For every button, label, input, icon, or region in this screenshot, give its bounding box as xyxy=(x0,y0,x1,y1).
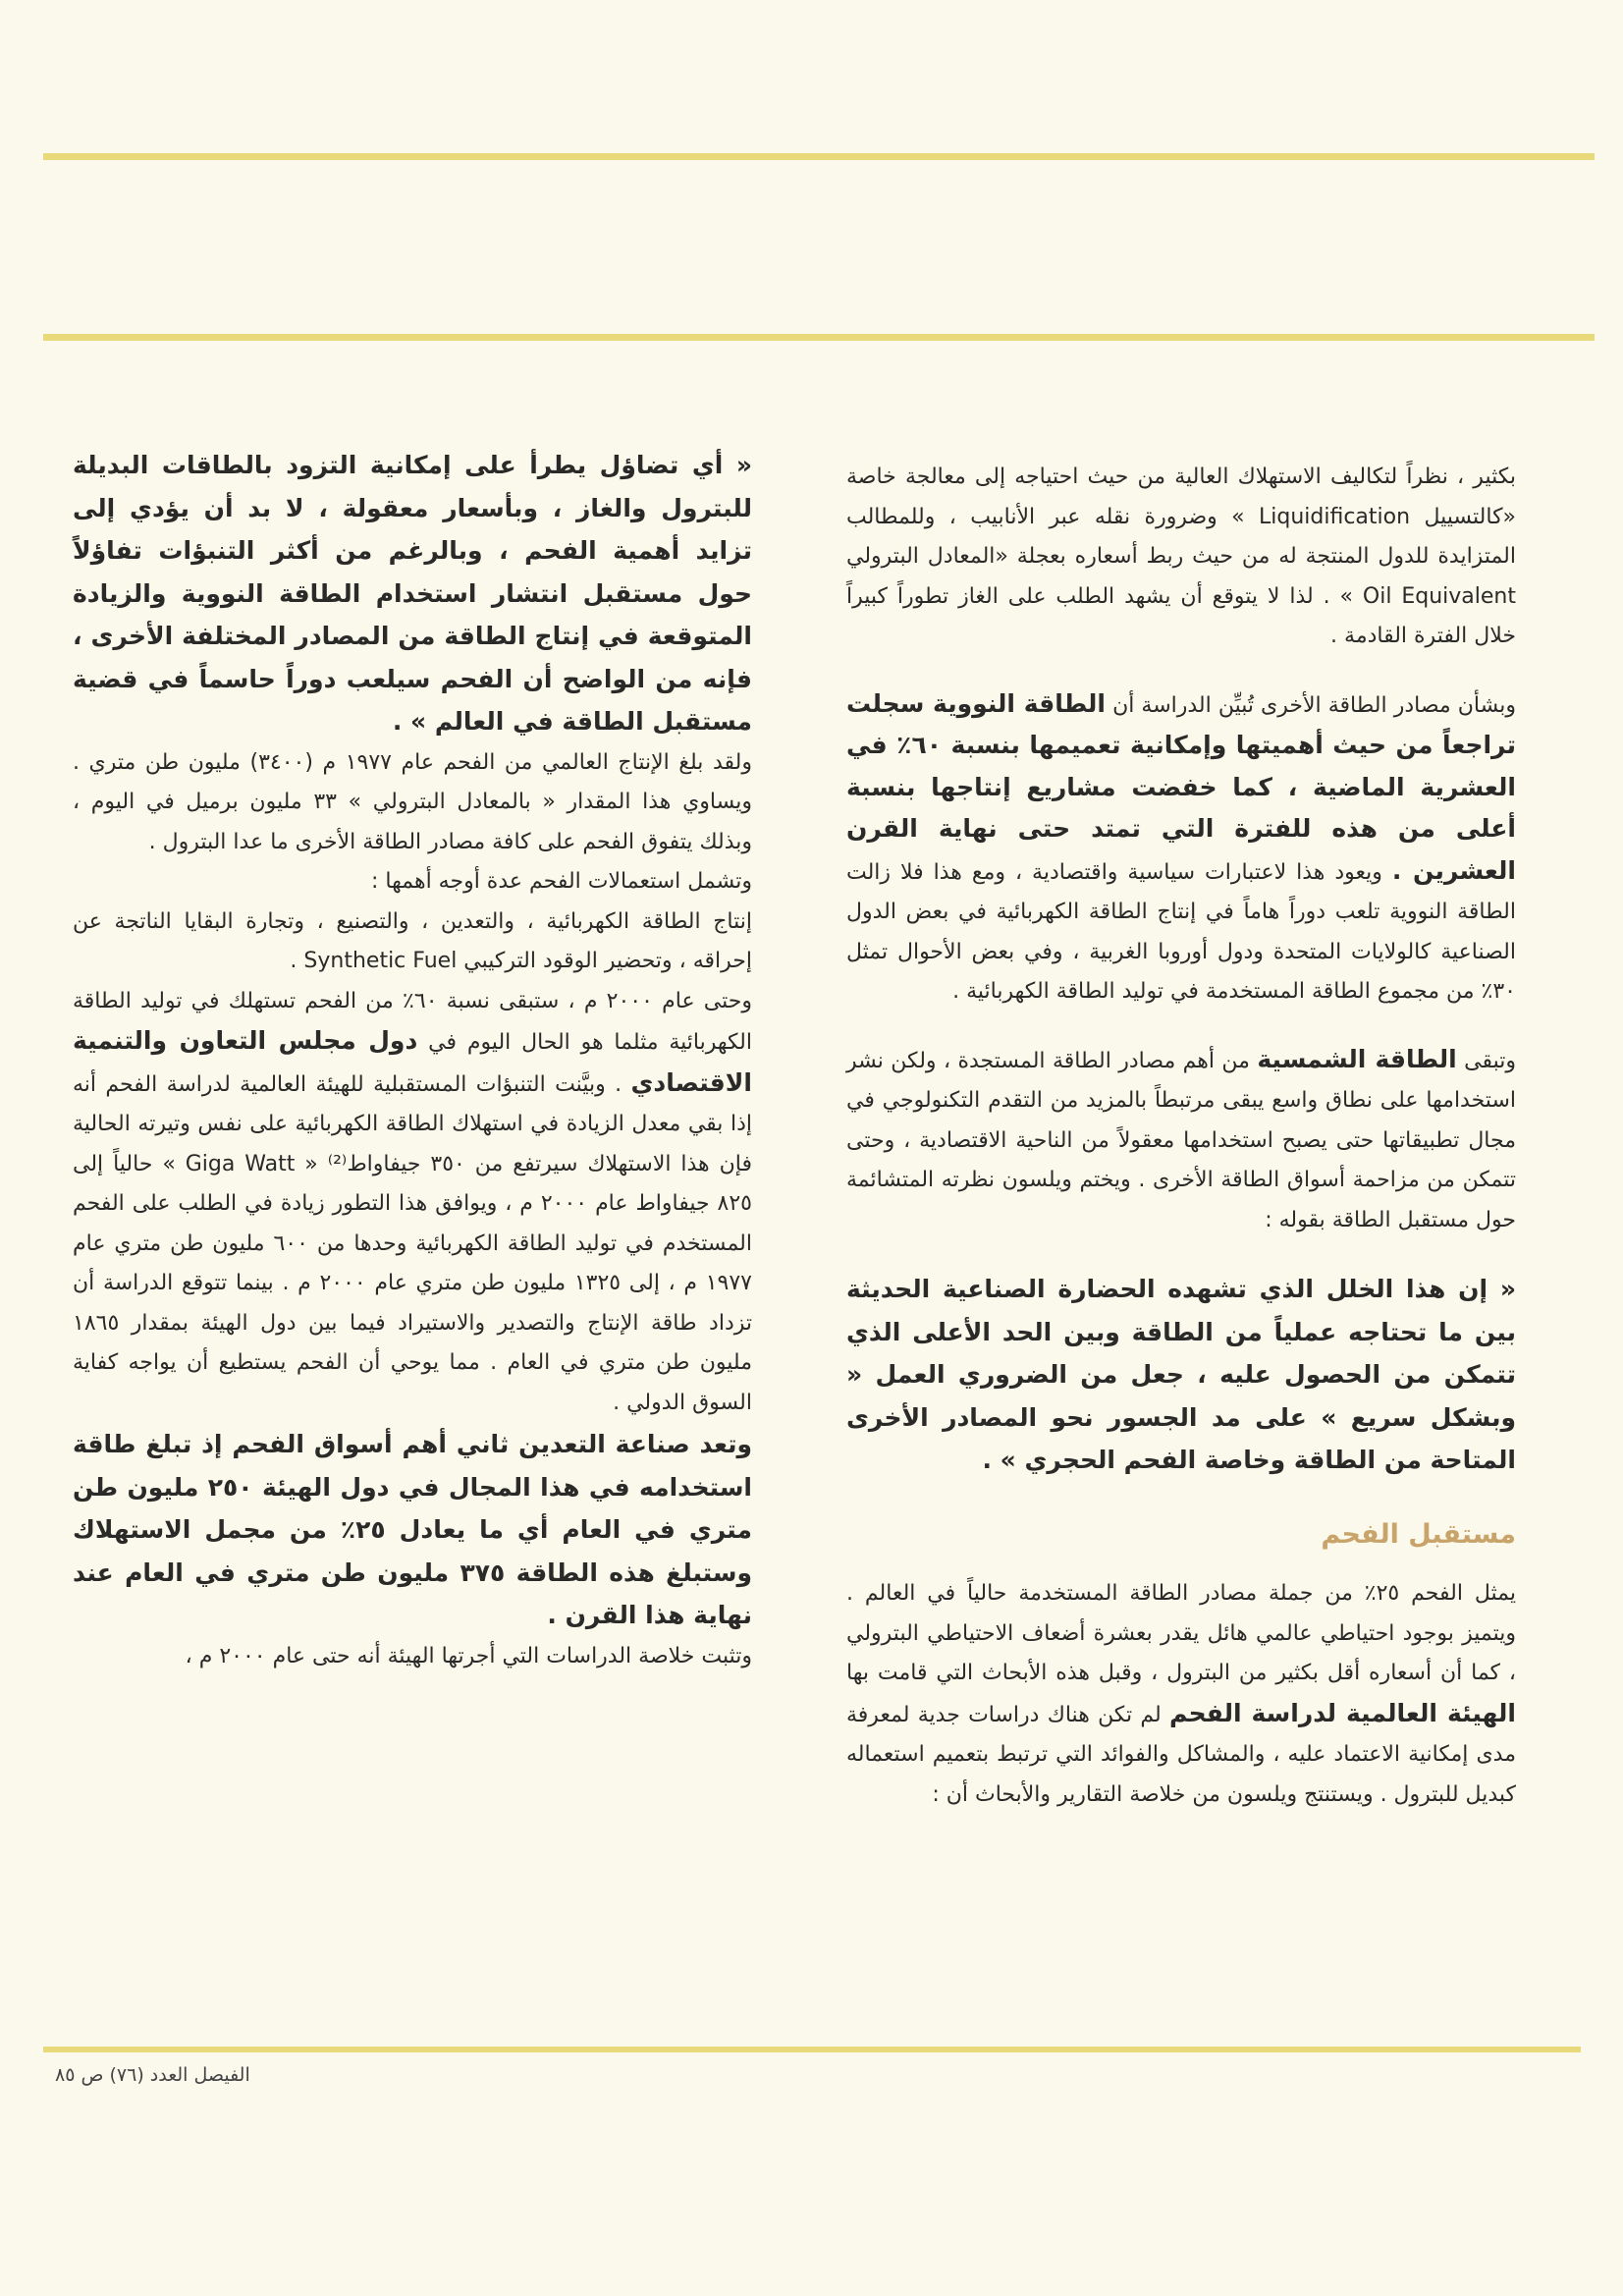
electricity-b: . وبيَّنت التنبؤات المستقبلية للهيئة العالمية لدراسة الفحم أنه إذا بقي معدل الزيادة في استهلاك الطاقة الكهربائية على نفس وتيرته الحالية فإن هذا الاستهلاك سيرتفع من ٣٥٠ جيفاواط⁽²⁾ « Giga Watt » حالياً إلى ٨٢٥ جيفاواط عام ٢٠٠٠ م ، ويوافق هذا التطور زيادة في الطلب على الفحم المستخدم في توليد الطاقة الكهربائية وحدها من ٦٠٠ مليون طن متري عام ١٩٧٧ م ، إلى ١٣٢٥ مليون طن متري عام ٢٠٠٠ م . بينما تتوقع الدراسة أن تزداد طاقة الإنتاج والتصدير والاستيراد فيما بين دول الهيئة بمقدار ١٨٦٥ مليون طن متري في العام . مما يوحي أن الفحم يستطيع أن يواجه كفاية السوق الدولي . xyxy=(73,1071,752,1415)
coal-future-bold: الهيئة العالمية لدراسة الفحم xyxy=(1168,1698,1516,1727)
second-rule xyxy=(43,334,1595,341)
paragraph-conclusion: وتثبت خلاصة الدراسات التي أجرتها الهيئة أنه حتى عام ٢٠٠٠ م ، xyxy=(185,1643,752,1668)
page-footer-visible xyxy=(55,2064,250,2086)
footer-text: الفيصل العدد (٧٦) ص ٨٥ xyxy=(55,2064,250,2086)
paragraph-mining: وتعد صناعة التعدين ثاني أهم أسواق الفحم إذ تبلغ طاقة استخدامه في هذا المجال في دول الهيئة ٢٥٠ مليون طن متري في العام أي ما يعادل ٢٥٪ من مجمل الاستهلاك وستبلغ هذه الطاقة ٣٧٥ مليون طن متري في العام عند نهاية هذا القرن . xyxy=(73,1430,752,1629)
paragraph-nuclear xyxy=(846,684,1516,1012)
left-column xyxy=(73,444,752,1676)
nuclear-rest: ويعود هذا لاعتبارات سياسية واقتصادية ، ومع هذا فلا زالت الطاقة النووية تلعب دوراً هاماً في إنتاج الطاقة الكهربائية في بعض الدول الصناعية كالولايات المتحدة ودول أوروبا الغربية ، وفي بعض الأحوال تمثل ٣٠٪ من مجموع الطاقة المستخدمة في توليد الطاقة الكهربائية . xyxy=(846,859,1516,1004)
wilson-quote: « إن هذا الخلل الذي تشهده الحضارة الصناعية الحديثة بين ما تحتاجه عملياً من الطاقة وبين الحد الأعلى الذي تتمكن من الحصول عليه ، جعل من الضروري العمل « وبشكل سريع » على مد الجسور نحو المصادر الأخرى المتاحة من الطاقة وخاصة الفحم الحجري » . xyxy=(846,1275,1516,1474)
nuclear-bold: الطاقة النووية سجلت تراجعاً من حيث أهميتها وإمكانية تعميمها بنسبة ٦٠٪ في العشرية الماضية ، كما خفضت مشاريع إنتاجها بنسبة أعلى من هذه للفترة التي تمتد حتى نهاية القرن العشرين . xyxy=(846,688,1517,885)
section-heading: مستقبل الفحم xyxy=(1321,1518,1516,1550)
paragraph-solar xyxy=(846,1040,1516,1241)
paragraph-coal-future xyxy=(846,1574,1516,1815)
solar-b: من أهم مصادر الطاقة المستجدة ، ولكن نشر استخدامها على نطاق واسع يبقى مرتبطاً بالمزيد من التقدم التكنولوجي في مجال تطبيقاتها حتى يصبح استخدامها معقولاً من الناحية الاقتصادية ، وحتى تتمكن من مزاحمة أسواق الطاقة الأخرى . ويختم ويلسون نظرته المتشائمة حول مستقبل الطاقة بقوله : xyxy=(846,1048,1516,1232)
paragraph-uses: إنتاج الطاقة الكهربائية ، والتعدين ، والتصنيع ، وتجارة البقايا الناتجة عن إحراقه ، وتحضير الوقود التركيبي Synthetic Fuel . xyxy=(73,908,752,973)
right-column xyxy=(846,458,1516,1815)
bottom-rule xyxy=(43,2047,1581,2052)
paragraph-electricity xyxy=(73,982,752,1424)
paragraph-uses-intro: وتشمل استعمالات الفحم عدة أوجه أهمها : xyxy=(371,869,752,894)
paragraph-gas: بكثير ، نظراً لتكاليف الاستهلاك العالية من حيث احتياجه إلى معالجة خاصة «كالتسييل Liquidification » وضرورة نقله عبر الأنابيب ، وللمطالب المتزايدة للدول المنتجة له من حيث ربط أسعاره بعجلة «المعادل البترولي Oil Equivalent » . لذا لا يتوقع أن يشهد الطلب على الغاز تطوراً كبيراً خلال الفترة القادمة . xyxy=(846,465,1516,648)
solar-a: وتبقى xyxy=(1464,1048,1516,1073)
coal-quote: « أي تضاؤل يطرأ على إمكانية التزود بالطاقات البديلة للبترول والغاز ، وبأسعار معقولة ، لا بد أن يؤدي إلى تزايد أهمية الفحم ، وبالرغم من أكثر التنبؤات تفاؤلاً حول مستقبل انتشار استخدام الطاقة النووية والزيادة المتوقعة في إنتاج الطاقة من المصادر المختلفة الأخرى ، فإنه من الواضح أن الفحم سيلعب دوراً حاسماً في قضية مستقبل الطاقة في العالم » . xyxy=(73,451,752,736)
coal-future-b: لم تكن هناك دراسات جدية لمعرفة مدى إمكانية الاعتماد عليه ، والمشاكل والفوائد التي ترتبط بتعميم استعماله كبديل للبترول . ويستنتج ويلسون من خلاصة التقارير والأبحاث أن : xyxy=(846,1702,1516,1807)
paragraph-production: ولقد بلغ الإنتاج العالمي من الفحم عام ١٩٧٧ م (٣٤٠٠) مليون طن متري . ويساوي هذا المقدار « بالمعادل البترولي » ٣٣ مليون برميل في اليوم ، وبذلك يتفوق الفحم على كافة مصادر الطاقة الأخرى ما عدا البترول . xyxy=(73,749,752,854)
top-rule xyxy=(43,153,1595,160)
electricity-a: وحتى عام ٢٠٠٠ م ، ستبقى نسبة ٦٠٪ من الفحم تستهلك في توليد الطاقة الكهربائية مثلما هو الحال اليوم في xyxy=(73,988,753,1055)
electricity-bold: دول مجلس التعاون والتنمية الاقتصادي xyxy=(73,1026,752,1097)
solar-bold: الطاقة الشمسية xyxy=(1257,1044,1457,1073)
nuclear-intro: وبشأن مصادر الطاقة الأخرى تُبيِّن الدراسة أن xyxy=(1112,692,1516,718)
coal-future-a: يمثل الفحم ٢٥٪ من جملة مصادر الطاقة المستخدمة حالياً في العالم . ويتميز بوجود احتياطي عالمي هائل يقدر بعشرة أضعاف الاحتياطي البترولي ، كما أن أسعاره أقل بكثير من البترول ، وقبل هذه الأبحاث التي قامت بها xyxy=(846,1581,1517,1685)
